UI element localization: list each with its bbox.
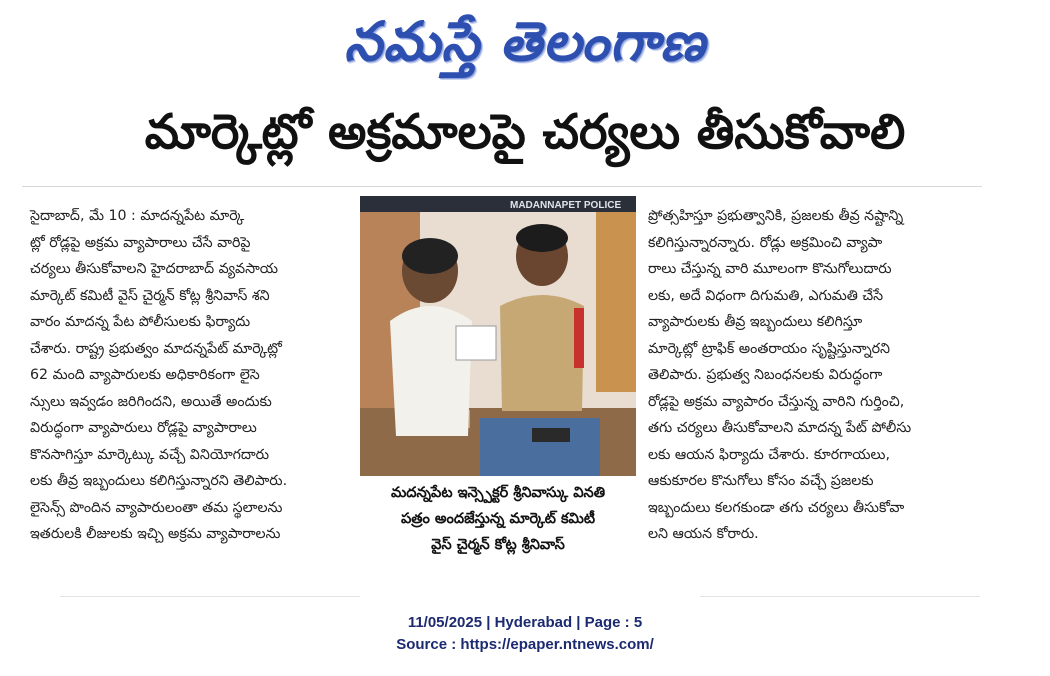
bottom-divider <box>60 596 360 597</box>
bottom-divider <box>700 596 980 597</box>
news-photo-illustration <box>360 196 636 476</box>
article-column-left <box>30 203 362 548</box>
article-line: లకు, అదే విధంగా దిగుమతి, ఎగుమతి చేసే <box>648 287 884 304</box>
article-line: రోడ్లపై అక్రమ వ్యాపారం చేస్తున్న వారిని గుర్తించి, <box>648 393 905 410</box>
photo-caption <box>360 480 636 558</box>
caption-line: వైస్ చైర్మన్ కోట్ల శ్రీనివాస్ <box>431 537 565 553</box>
caption-line: మదన్నపేట ఇన్స్పెక్టర్ శ్రీనివాస్కు వినతి <box>390 485 606 501</box>
article-line: తెలిపారు. ప్రభుత్వ నిబంధనలకు విరుద్ధంగా <box>648 367 883 383</box>
edition-info: 11/05/2025 | Hyderabad | Page : 5 <box>407 614 643 631</box>
article-line: 62 మంది వ్యాపారులకు అధికారికంగా లైసె <box>30 367 260 383</box>
article-line: రాలు చేస్తున్న వారి మూలంగా కొనుగోలుదారు <box>648 261 892 277</box>
article-line: లకు తీవ్ర ఇబ్బందులు కలిగిస్తున్నారని తెలిపారు. <box>30 473 288 489</box>
article-line: మార్కెట్లో ట్రాఫిక్ అంతరాయం సృష్టిస్తున్నారని <box>648 340 891 357</box>
article-line: చేశారు. రాష్ట్ర ప్రభుత్వం మాదన్నపేట్ మార్కెట్లో <box>30 340 282 357</box>
newspaper-masthead <box>0 4 1050 84</box>
article-line: లని ఆయన కోరారు. <box>648 526 759 542</box>
article-line: ఆకుకూరల కొనుగోలు కోసం వచ్చే ప్రజలకు <box>648 473 874 489</box>
caption-line: పత్రం అందజేస్తున్న మార్కెట్ కమిటీ <box>400 511 596 527</box>
article-line: ఇతరులకి లీజులకు ఇచ్చి అక్రమ వ్యాపారాలను <box>30 526 281 542</box>
article-line: ప్రోత్సహిస్తూ ప్రభుత్వానికి, ప్రజలకు తీవ్ర నష్టాన్ని <box>648 208 904 224</box>
article-line: కొనసాగిస్తూ మార్కెట్కు వచ్చే వినియోగదారు <box>30 446 269 463</box>
article-column-right <box>648 203 978 548</box>
page-footer <box>0 612 1050 656</box>
article-line: చర్యలు తీసుకోవాలని హైదరాబాద్ వ్యవసాయ <box>30 261 279 277</box>
article-line: లకు ఆయన ఫిర్యాదు చేశారు. కూరగాయలు, <box>648 446 890 463</box>
article-line: కలిగిస్తున్నారన్నారు. రోడ్లు అక్రమించి వ్యాపా <box>648 234 883 251</box>
article-line: ట్లో రోడ్లపై అక్రమ వ్యాపారాలు చేసే వారిపై <box>30 234 251 251</box>
article-line: తగు చర్యలు తీసుకోవాలని మాదన్న పేట్ పోలీసు <box>648 420 912 436</box>
news-photo <box>360 196 636 476</box>
article-line: వ్యాపారులకు తీవ్ర ఇబ్బందులు కలిగిస్తూ <box>648 314 863 330</box>
source-link[interactable]: Source : https://epaper.ntnews.com/ <box>396 636 654 653</box>
article-line: మార్కెట్ కమిటీ వైస్ చైర్మన్ కోట్ల శ్రీనివాస్ శని <box>30 287 270 304</box>
article-line: న్సులు ఇవ్వడం జరిగిందని, అయితే అందుకు <box>30 393 272 410</box>
newspaper-logo: నమస్తే తెలంగాణ <box>344 10 706 73</box>
article-line: ఇబ్బందులు కలగకుండా తగు చర్యలు తీసుకోవా <box>648 499 905 516</box>
article-line: వారం మాదన్న పేట పోలీసులకు ఫిర్యాదు <box>30 314 251 330</box>
article-headline: మార్కెట్లో అక్రమాలపై చర్యలు తీసుకోవాలి <box>144 104 906 160</box>
article-line: లైసెన్స్ పొందిన వ్యాపారులంతా తమ స్థలాలను <box>30 499 283 516</box>
police-banner-text: MADANNAPET POLICE <box>510 200 622 211</box>
article-line: సైదాబాద్, మే 10 : మాదన్నపేట మార్కె <box>30 208 245 224</box>
article-line: విరుద్ధంగా వ్యాపారులు రోడ్లపై వ్యాపారాలు <box>30 420 257 436</box>
